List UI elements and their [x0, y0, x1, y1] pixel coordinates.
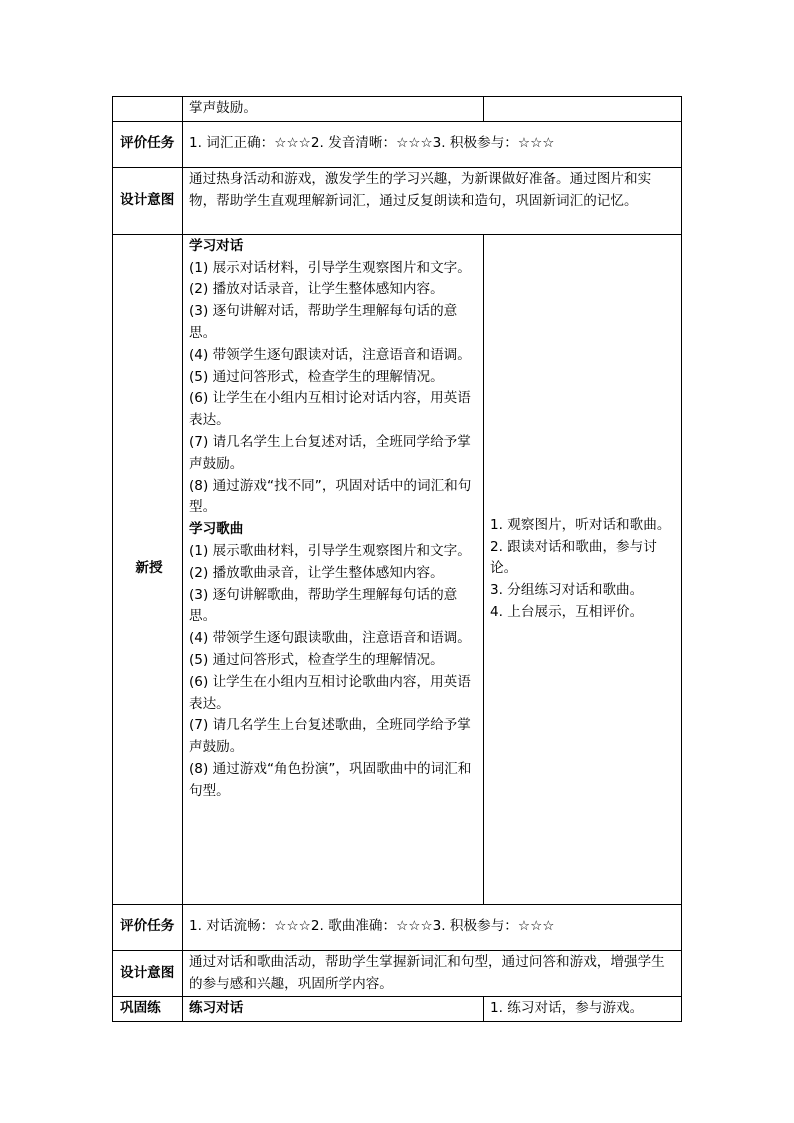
evaluation-row-1 — [113, 121, 682, 167]
student-activities-cell — [484, 234, 682, 904]
dialogue-step: (8) 通过游戏“找不同”，巩固对话中的词汇和句型。 — [189, 477, 472, 516]
song-step: (3) 逐句讲解歌曲，帮助学生理解每句话的意思。 — [189, 586, 458, 625]
design-intent-label: 设计意图 — [113, 167, 183, 234]
continuation-text: 掌声鼓励。 — [183, 97, 484, 122]
song-step: (1) 展示歌曲材料，引导学生观察图片和文字。 — [189, 542, 471, 559]
new-lesson-row — [113, 234, 682, 904]
evaluation-label: 评价任务 — [113, 121, 183, 167]
song-step: (7) 请几名学生上台复述歌曲，全班同学给予掌声鼓励。 — [189, 717, 471, 756]
dialogue-heading: 学习对话 — [189, 237, 244, 254]
design-intent-row-2 — [113, 950, 682, 997]
song-step: (4) 带领学生逐句跟读歌曲，注意语音和语调。 — [189, 630, 471, 647]
dialogue-step: (7) 请几名学生上台复述对话，全班同学给予掌声鼓励。 — [189, 433, 471, 472]
dialogue-step: (1) 展示对话材料，引导学生观察图片和文字。 — [189, 259, 471, 276]
continuation-row — [113, 97, 682, 122]
student-activity: 2. 跟读对话和歌曲，参与讨论。 — [490, 538, 657, 577]
consolidation-row — [113, 997, 682, 1022]
design-intent-label: 设计意图 — [113, 950, 183, 997]
design-intent-text: 通过热身活动和游戏，激发学生的学习兴趣，为新课做好准备。通过图片和实物，帮助学生直观理解新词汇，通过反复朗读和造句，巩固新词汇的记忆。 — [183, 167, 682, 234]
song-step: (8) 通过游戏“角色扮演”，巩固歌曲中的词汇和句型。 — [189, 760, 472, 799]
lesson-plan-table — [112, 96, 682, 1022]
song-step: (6) 让学生在小组内互相讨论歌曲内容，用英语表达。 — [189, 673, 471, 712]
design-intent-text: 通过对话和歌曲活动，帮助学生掌握新词汇和句型，通过问答和游戏，增强学生的参与感和兴趣，巩固所学内容。 — [183, 950, 682, 997]
evaluation-row-2 — [113, 904, 682, 950]
song-step: (2) 播放歌曲录音，让学生整体感知内容。 — [189, 564, 444, 581]
dialogue-step: (2) 播放对话录音，让学生整体感知内容。 — [189, 281, 444, 298]
consolidation-label: 巩固练 — [113, 997, 183, 1022]
song-step: (5) 通过问答形式，检查学生的理解情况。 — [189, 651, 444, 668]
design-intent-row-1 — [113, 167, 682, 234]
consolidation-subtitle: 练习对话 — [183, 997, 484, 1022]
student-activity: 4. 上台展示，互相评价。 — [490, 603, 644, 620]
dialogue-step: (5) 通过问答形式，检查学生的理解情况。 — [189, 368, 444, 385]
song-heading: 学习歌曲 — [189, 521, 244, 538]
dialogue-step: (6) 让学生在小组内互相讨论对话内容，用英语表达。 — [189, 390, 471, 429]
consolidation-student-text: 1. 练习对话，参与游戏。 — [484, 997, 682, 1022]
empty-label-cell — [113, 97, 183, 122]
teacher-activities-cell — [183, 234, 484, 904]
dialogue-step: (4) 带领学生逐句跟读对话，注意语音和语调。 — [189, 346, 471, 363]
new-lesson-label: 新授 — [113, 234, 183, 904]
evaluation-label: 评价任务 — [113, 904, 183, 950]
evaluation-text: 1. 词汇正确：☆☆☆2. 发音清晰：☆☆☆3. 积极参与：☆☆☆ — [183, 121, 682, 167]
empty-student-cell — [484, 97, 682, 122]
student-activity: 3. 分组练习对话和歌曲。 — [490, 582, 644, 599]
student-activity: 1. 观察图片，听对话和歌曲。 — [490, 516, 671, 533]
evaluation-text: 1. 对话流畅：☆☆☆2. 歌曲准确：☆☆☆3. 积极参与：☆☆☆ — [183, 904, 682, 950]
dialogue-step: (3) 逐句讲解对话，帮助学生理解每句话的意思。 — [189, 303, 458, 341]
